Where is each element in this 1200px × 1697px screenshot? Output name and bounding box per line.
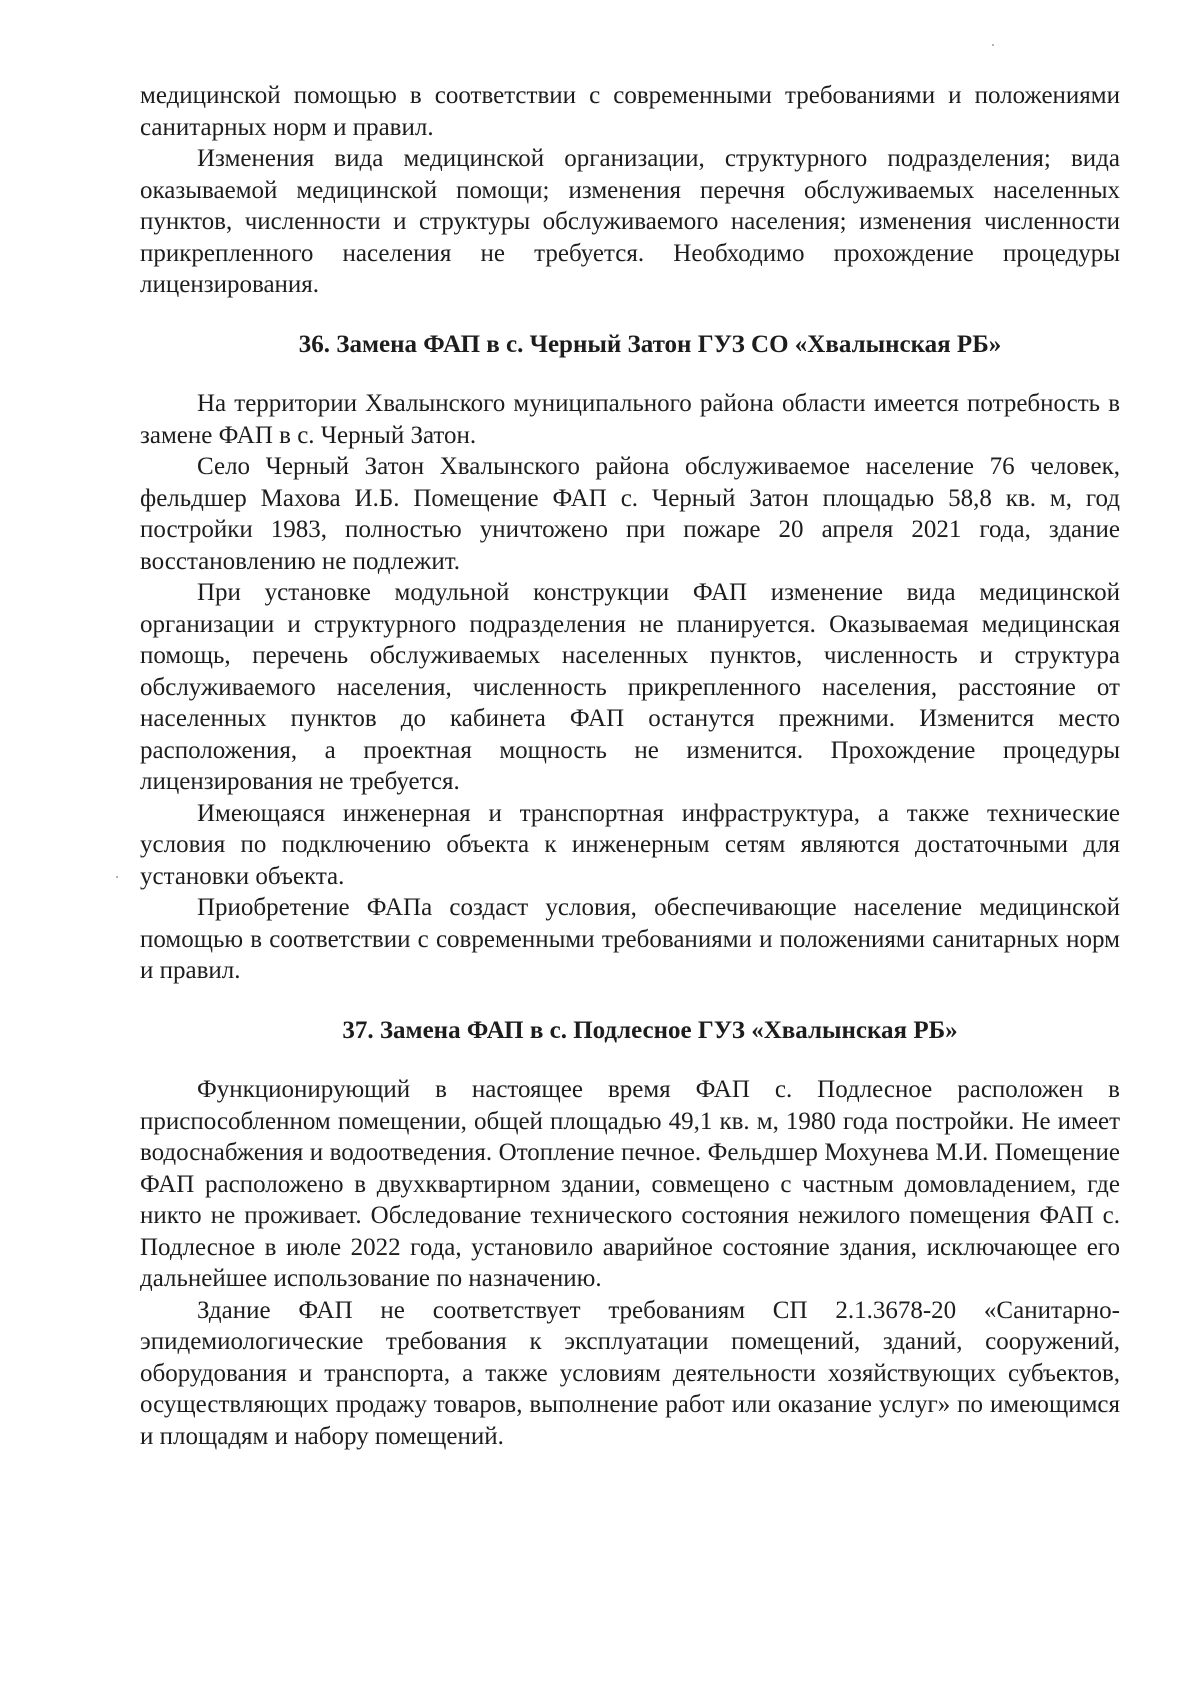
intro-paragraph: Изменения вида медицинской организации, структурного подразделения; вида оказываемой медицинской помощи; изменения перечня обслуживаемых населенных пунктов, численности и структуры обслуживаемого населения; изменения численности прикрепленного населения не требуется. Необходимо прохождение процедуры лицензирования. (140, 145, 1120, 298)
document-page (140, 80, 1120, 1452)
section-36-heading: 36. Замена ФАП в с. Черный Затон ГУЗ СО «Хвалынская РБ» (298, 330, 1002, 358)
section-37-paragraph: Здание ФАП не соответствует требованиям СП 2.1.3678-20 «Санитарно-эпидемиологические требования к эксплуатации помещений, зданий, сооружений, оборудования и транспорта, а также условиям деятельности хозяйствующих субъектов, осуществляющих продажу товаров, выполнение работ или оказание услуг» по имеющимся и площадям и набору помещений. (140, 1296, 1120, 1450)
section-37-heading: 37. Замена ФАП в с. Подлесное ГУЗ «Хвалынская РБ» (342, 1016, 958, 1044)
section-36-paragraph: Село Черный Затон Хвалынского района обслуживаемое население 76 человек, фельдшер Махова И.Б. Помещение ФАП с. Черный Затон площадью 58,8 кв. м, год постройки 1983, полностью уничтожено при пожаре 20 апреля 2021 года, здание восстановлению не подлежит. (140, 453, 1120, 575)
scan-speck (992, 44, 994, 46)
section-37-paragraph: Функционирующий в настоящее время ФАП с. Подлесное расположен в приспособленном помещении, общей площадью 49,1 кв. м, 1980 года постройки. Не имеет водоснабжения и водоотведения. Отопление печное. Фельдшер Мохунева М.И. Помещение ФАП расположено в двухквартирном здании, совмещено с частным домовладением, где никто не проживает. Обследование технического состояния нежилого помещения ФАП с. Подлесное в июле 2022 года, установило аварийное состояние здания, исключающее его дальнейшее использование по назначению. (140, 1076, 1120, 1292)
scan-speck (116, 876, 118, 878)
section-36-paragraph: При установке модульной конструкции ФАП изменение вида медицинской организации и структурного подразделения не планируется. Оказываемая медицинская помощь, перечень обслуживаемых населенных пунктов, численность и структура обслуживаемого населения, численность прикрепленного населения, расстояние от населенных пунктов до кабинета ФАП останутся прежними. Изменится место расположения, а проектная мощность не изменится. Прохождение процедуры лицензирования не требуется. (140, 579, 1120, 795)
section-36-paragraph: На территории Хвалынского муниципального района области имеется потребность в замене ФАП в с. Черный Затон. (140, 390, 1120, 449)
section-36-paragraph: Имеющаяся инженерная и транспортная инфраструктура, а также технические условия по подключению объекта к инженерным сетям являются достаточными для установки объекта. (140, 799, 1120, 890)
section-36-paragraph: Приобретение ФАПа создаст условия, обеспечивающие население медицинской помощью в соответствии с современными требованиями и положениями санитарных норм и правил. (140, 894, 1120, 984)
intro-paragraph-continuation: медицинской помощью в соответствии с современными требованиями и положениями санитарных норм и правил. (140, 82, 1120, 141)
